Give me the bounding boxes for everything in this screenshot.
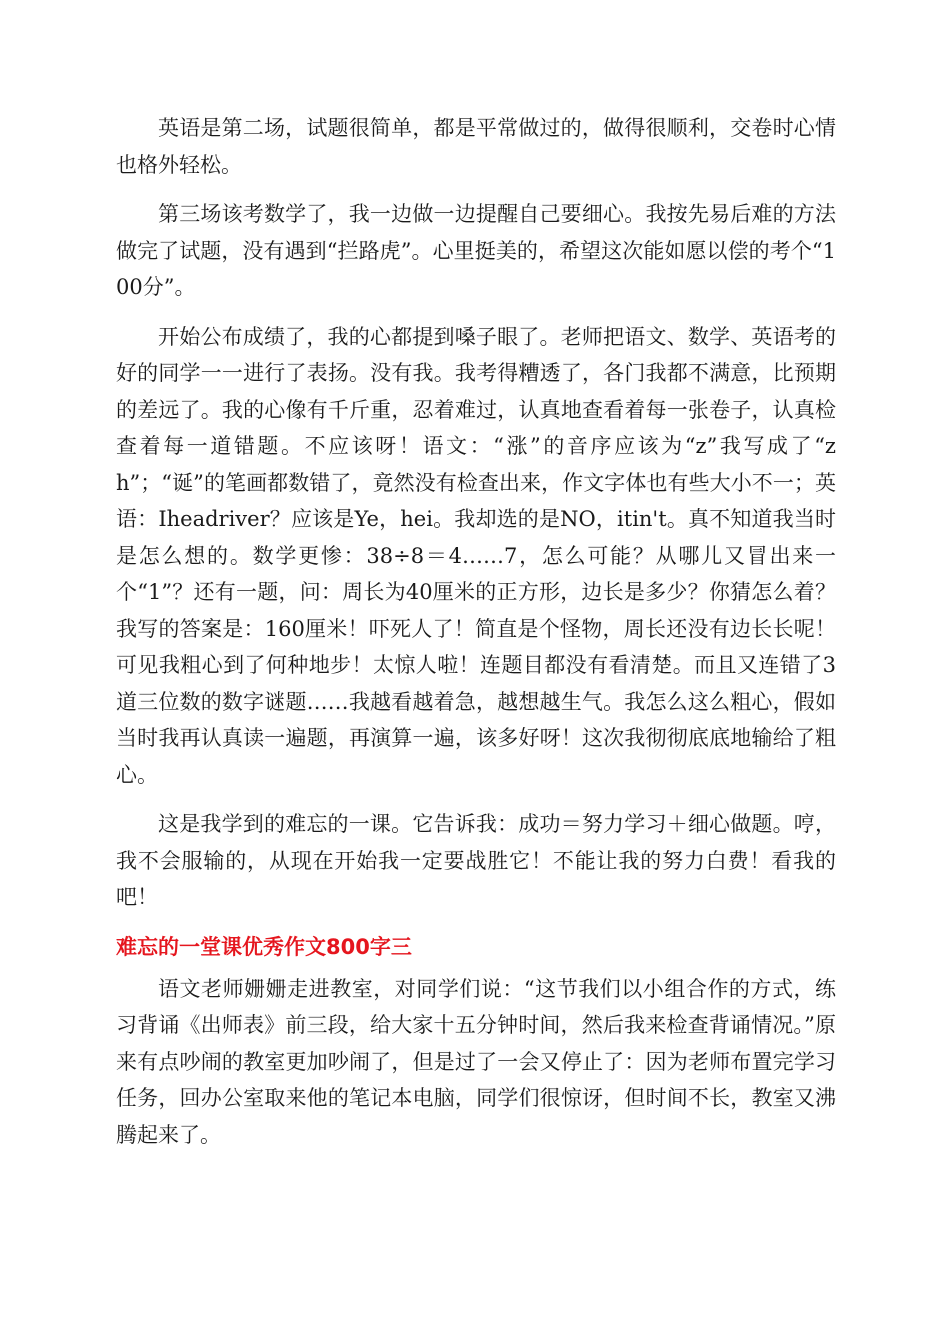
document-page xyxy=(116,110,836,1166)
paragraph-english-exam: 英语是第二场，试题很简单，都是平常做过的，做得很顺利，交卷时心情也格外轻松。 xyxy=(116,116,836,177)
paragraph-lesson-learned: 这是我学到的难忘的一课。它告诉我：成功＝努力学习＋细心做题。哼，我不会服输的，从现在开始我一定要战胜它！不能让我的努力白费！看我的吧！ xyxy=(116,812,836,909)
paragraph-teacher-enters: 语文老师姗姗走进教室，对同学们说：“这节我们以小组合作的方式，练习背诵《出师表》前三段，给大家十五分钟时间，然后我来检查背诵情况。”原来有点吵闹的教室更加吵闹了，但是过了一会又停止了：因为老师布置完学习任务，回办公室取来他的笔记本电脑，同学们很惊讶，但时间不长，教室又沸腾起来了。 xyxy=(116,976,836,1147)
section-heading: 难忘的一堂课优秀作文800字三 xyxy=(116,934,412,959)
paragraph-math-exam: 第三场该考数学了，我一边做一边提醒自己要细心。我按先易后难的方法做完了试题，没有遇到“拦路虎”。心里挺美的，希望这次能如愿以偿的考个“100分”。 xyxy=(116,202,836,299)
paragraph-results: 开始公布成绩了，我的心都提到嗓子眼了。老师把语文、数学、英语考的好的同学一一进行了表扬。没有我。我考得糟透了，各门我都不满意，比预期的差远了。我的心像有千斤重，忍着难过，认真地查看着每一张卷子，认真检查着每一道错题。不应该呀！语文：“涨”的音序应该为“z”我写成了“zh”；“诞”的笔画都数错了，竟然没有检查出来，作文字体也有些大小不一；英语：Iheadriver？应该是Ye，hei。我却选的是NO，itin't。真不知道我当时是怎么想的。数学更惨：38÷8＝4……7，怎么可能？从哪儿又冒出来一个“1”？还有一题，问：周长为40厘米的正方形，边长是多少？你猜怎么着？我写的答案是：160厘米！吓死人了！简直是个怪物，周长还没有边长长呢！可见我粗心到了何种地步！太惊人啦！连题目都没有看清楚。而且又连错了3道三位数的数字谜题……我越看越着急，越想越生气。我怎么这么粗心，假如当时我再认真读一遍题，再演算一遍，该多好呀！这次我彻彻底底地输给了粗心。 xyxy=(116,324,836,787)
